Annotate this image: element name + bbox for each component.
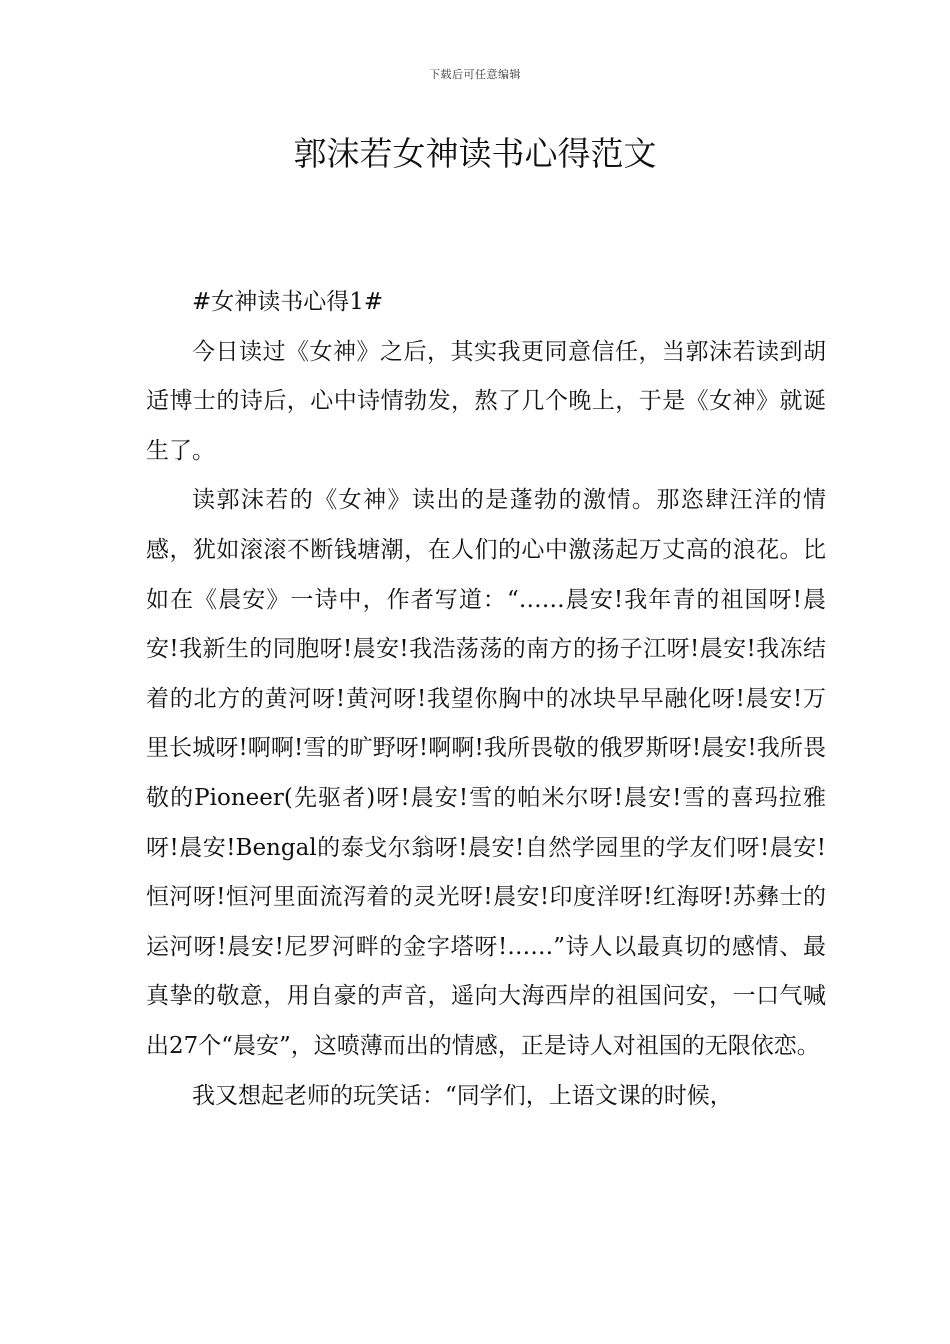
header-note: 下载后可任意编辑 [429, 68, 521, 81]
paragraph: 我又想起老师的玩笑话：“同学们，上语文课的时候， [192, 1082, 733, 1109]
paragraph: 读郭沫若的《女神》读出的是蓬勃的激情。那恣肆汪洋的情感，犹如滚滚不断钱塘潮，在人们的心中激荡起万丈高的浪花。比如在《晨安》一诗中，作者写道：“……晨安!我年青的祖国呀!晨安!我新生的同胞呀!晨安!我浩荡荡的南方的扬子江呀!晨安!我冻结着的北方的黄河呀!黄河呀!我望你胸中的冰块早早融化呀!晨安!万里长城呀!啊啊!雪的旷野呀!啊啊!我所畏敬的俄罗斯呀!晨安!我所畏敬的Pioneer(先驱者)呀!晨安!雪的帕米尔呀!晨安!雪的喜玛拉雅呀!晨安!Bengal的泰戈尔翁呀!晨安!自然学园里的学友们呀!晨安!恒河呀!恒河里面流泻着的灵光呀!晨安!印度洋呀!红海呀!苏彝士的运河呀!晨安!尼罗河畔的金字塔呀!……”诗人以最真切的感情、最真挚的敬意，用自豪的声音，遥向大海西岸的祖国问安，一口气喊出27个“晨安”，这喷薄而出的情感，正是诗人对祖国的无限依恋。 [146, 487, 826, 1059]
document-body [146, 278, 826, 1121]
paragraph: 今日读过《女神》之后，其实我更同意信任，当郭沫若读到胡适博士的诗后，心中诗情勃发，熬了几个晚上，于是《女神》就诞生了。 [146, 338, 826, 464]
document-title: 郭沫若女神读书心得范文 [293, 134, 657, 173]
section-heading: #女神读书心得1# [192, 289, 384, 315]
